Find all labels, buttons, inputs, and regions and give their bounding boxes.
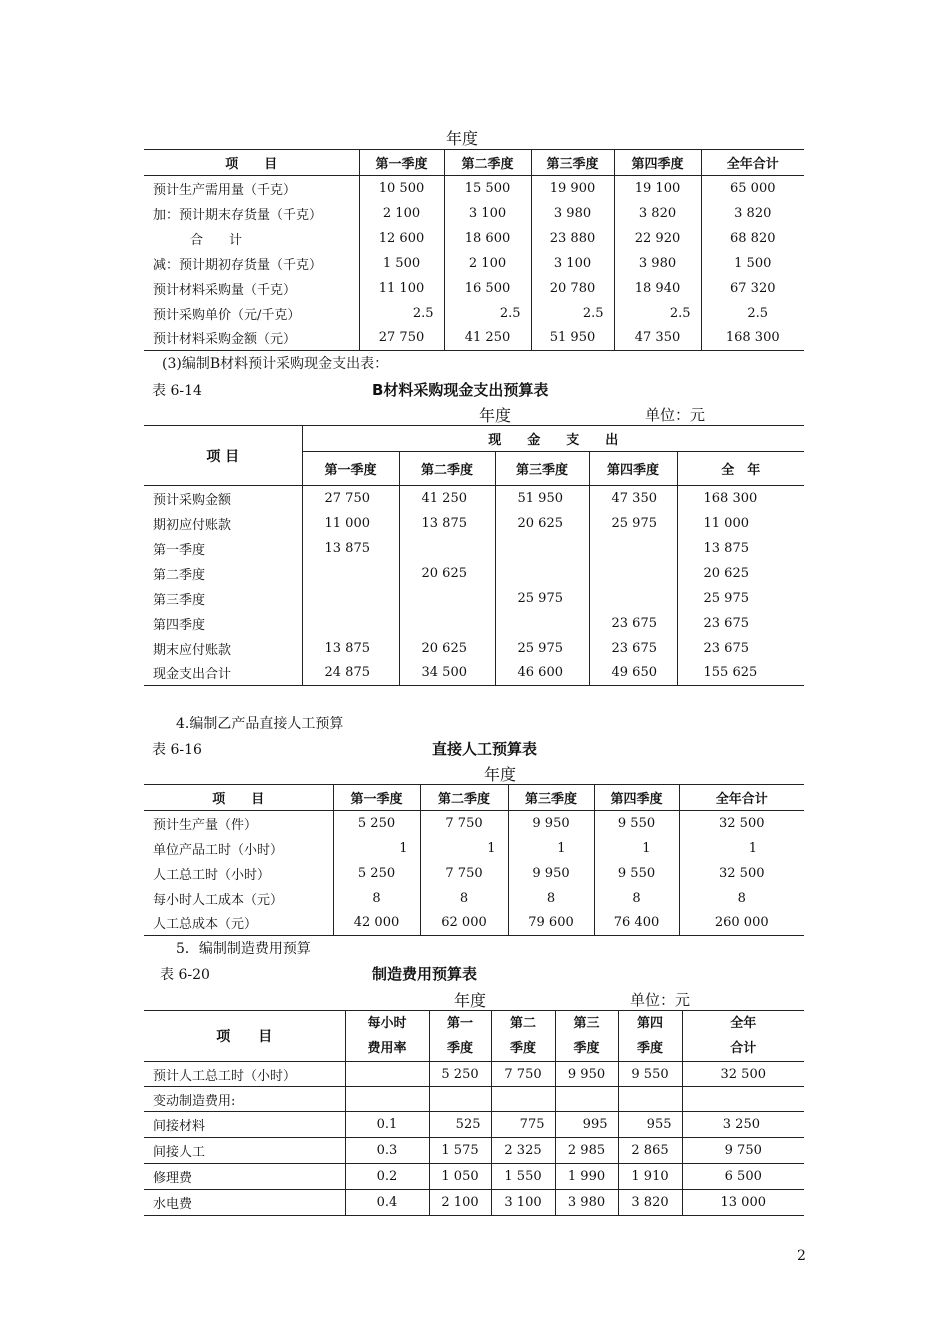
cell: 13 875 — [302, 636, 399, 661]
row-label: 人工总成本（元） — [144, 911, 333, 936]
cell — [589, 586, 677, 611]
cell: 49 650 — [589, 661, 677, 686]
t1-header-q4: 第四季度 — [614, 150, 701, 176]
row-label: 减：预计期初存货量（千克） — [153, 257, 323, 273]
table-row — [144, 201, 804, 226]
t1-header-item: 项 目 — [144, 150, 359, 176]
t4-header-rate — [345, 1011, 429, 1062]
cell: 0.4 — [345, 1190, 429, 1216]
cell: 5 250 — [333, 861, 420, 886]
cell: 47 350 — [614, 326, 701, 351]
cell: 79 600 — [508, 911, 594, 936]
t3-header-q1: 第一季度 — [333, 785, 420, 811]
cell — [495, 561, 589, 586]
cell: 42 000 — [333, 911, 420, 936]
cell: 155 625 — [677, 661, 804, 686]
cell: 1 990 — [555, 1164, 618, 1190]
table-row — [144, 886, 804, 911]
table-row — [144, 586, 804, 611]
t3-header-item: 项 目 — [144, 785, 333, 811]
cell: 8 — [508, 886, 594, 911]
table-row — [144, 1087, 804, 1112]
table-row — [144, 1190, 804, 1216]
table-row — [144, 811, 804, 836]
cell — [399, 611, 495, 636]
cell: 995 — [555, 1112, 618, 1138]
table-row — [144, 611, 804, 636]
cell: 25 975 — [495, 586, 589, 611]
cell: 68 820 — [701, 226, 804, 251]
row-label: 现金支出合计 — [144, 661, 302, 686]
cell: 20 625 — [399, 636, 495, 661]
s3-intro: (3)编制B材料预计采购现金支出表： — [162, 356, 389, 372]
cell: 9 550 — [618, 1062, 682, 1087]
cell: 7 750 — [420, 811, 508, 836]
table-row — [144, 861, 804, 886]
header-line-1: 第四 — [636, 1016, 663, 1031]
row-label: 第三季度 — [153, 592, 206, 608]
cell: 9 950 — [508, 811, 594, 836]
s3-year-label: 年度 — [479, 406, 512, 425]
cell: 19 100 — [614, 176, 701, 201]
cell — [399, 586, 495, 611]
cell: 3 980 — [531, 201, 614, 226]
cell: 7 750 — [491, 1062, 555, 1087]
table-row — [144, 326, 804, 351]
cell: 2 100 — [359, 201, 444, 226]
row-label: 预计生产需用量（千克） — [153, 182, 297, 198]
row-label: 间接人工 — [144, 1138, 345, 1164]
cell: 3 980 — [614, 251, 701, 276]
cell: 9 950 — [508, 861, 594, 886]
cell: 3 100 — [491, 1190, 555, 1216]
cell: 2.5 — [531, 301, 614, 326]
cell: 3 100 — [531, 251, 614, 276]
cell: 6 500 — [682, 1164, 804, 1190]
s5-year-label: 年度 — [454, 991, 487, 1010]
cell: 2 100 — [429, 1190, 491, 1216]
cell: 25 975 — [677, 586, 804, 611]
cell: 11 100 — [359, 276, 444, 301]
cell: 168 300 — [677, 486, 804, 511]
cell: 15 500 — [444, 176, 531, 201]
cell: 27 750 — [302, 486, 399, 511]
table-row — [144, 301, 804, 326]
row-label: 第一季度 — [153, 542, 206, 558]
cell: 16 500 — [444, 276, 531, 301]
table-row — [144, 911, 804, 936]
cell: 955 — [618, 1112, 682, 1138]
t3-header-q2: 第二季度 — [420, 785, 508, 811]
row-label: 修理费 — [144, 1164, 345, 1190]
t1-header-total: 全年合计 — [701, 150, 804, 176]
cell: 1 575 — [429, 1138, 491, 1164]
t1-year-label: 年度 — [446, 129, 479, 148]
row-label: 加：预计期末存货量（千克） — [153, 207, 323, 223]
cell: 20 625 — [399, 561, 495, 586]
t3-header-q4: 第四季度 — [594, 785, 679, 811]
row-label: 期末应付账款 — [153, 642, 232, 658]
cell — [302, 611, 399, 636]
t2-header-cash-payment: 现 金 支 出 — [302, 426, 804, 452]
cell: 19 900 — [531, 176, 614, 201]
row-label: 预计采购金额 — [153, 492, 232, 508]
row-label: 第二季度 — [153, 567, 206, 583]
row-label: 期初应付账款 — [153, 517, 232, 533]
header-line-2: 季度 — [636, 1041, 663, 1056]
s3-table-no: 表 6-14 — [152, 383, 202, 399]
cell: 2 865 — [618, 1138, 682, 1164]
cell — [618, 1087, 682, 1112]
page-number: 2 — [797, 1248, 806, 1264]
table-row — [144, 561, 804, 586]
t3-header-total: 全年合计 — [679, 785, 804, 811]
cell: 18 600 — [444, 226, 531, 251]
row-label: 预计采购单价（元/千克） — [153, 307, 301, 323]
header-line-1: 每小时 — [367, 1016, 407, 1031]
table-row — [144, 251, 804, 276]
t4-header-item: 项 目 — [144, 1011, 345, 1062]
header-line-1: 第二 — [509, 1016, 536, 1031]
cell: 18 940 — [614, 276, 701, 301]
header-line-1: 第一 — [446, 1016, 473, 1031]
table-row — [144, 276, 804, 301]
cell — [555, 1087, 618, 1112]
row-label: 预计生产量（件） — [153, 817, 258, 833]
cell — [589, 561, 677, 586]
cell: 20 625 — [495, 511, 589, 536]
cell — [399, 536, 495, 561]
table-row — [144, 636, 804, 661]
cell — [302, 561, 399, 586]
cell: 775 — [491, 1112, 555, 1138]
cell: 1 — [594, 836, 679, 861]
t2-header-year: 全 年 — [677, 452, 804, 486]
cell: 13 875 — [677, 536, 804, 561]
cell: 260 000 — [679, 911, 804, 936]
cell: 32 500 — [679, 811, 804, 836]
cell: 20 780 — [531, 276, 614, 301]
row-label: 人工总工时（小时） — [153, 867, 271, 883]
table-row — [144, 836, 804, 861]
table-row — [144, 486, 804, 511]
cell: 23 675 — [677, 636, 804, 661]
cell: 62 000 — [420, 911, 508, 936]
cell: 10 500 — [359, 176, 444, 201]
row-label: 预计人工总工时（小时） — [144, 1062, 345, 1087]
cell: 13 000 — [682, 1190, 804, 1216]
cell — [302, 586, 399, 611]
s3-title: B材料采购现金支出预算表 — [372, 381, 549, 399]
cell: 3 100 — [444, 201, 531, 226]
cell: 47 350 — [589, 486, 677, 511]
cell: 0.3 — [345, 1138, 429, 1164]
cell: 20 625 — [677, 561, 804, 586]
table-row — [144, 1138, 804, 1164]
s5-title: 制造费用预算表 — [372, 965, 478, 983]
manufacturing-overhead-table — [144, 1010, 804, 1216]
cell: 3 980 — [555, 1190, 618, 1216]
row-label: 每小时人工成本（元） — [153, 892, 284, 908]
cell: 32 500 — [679, 861, 804, 886]
row-label: 合 计 — [190, 232, 243, 248]
table-row — [144, 536, 804, 561]
cell: 2.5 — [359, 301, 444, 326]
cell: 51 950 — [495, 486, 589, 511]
t1-header-q1: 第一季度 — [359, 150, 444, 176]
t4-header-q1 — [429, 1011, 491, 1062]
cell: 12 600 — [359, 226, 444, 251]
t2-header-item: 项 目 — [144, 426, 302, 486]
cell: 9 750 — [682, 1138, 804, 1164]
table-row — [144, 176, 804, 201]
row-label: 预计材料采购量（千克） — [153, 282, 297, 298]
cell: 8 — [594, 886, 679, 911]
header-line-1: 全年 — [730, 1016, 757, 1031]
row-label: 变动制造费用: — [144, 1087, 345, 1112]
cell: 2 325 — [491, 1138, 555, 1164]
t3-header-q3: 第三季度 — [508, 785, 594, 811]
cell: 22 920 — [614, 226, 701, 251]
t1-header-q3: 第三季度 — [531, 150, 614, 176]
table-row — [144, 511, 804, 536]
cell: 34 500 — [399, 661, 495, 686]
s4-intro: 4.编制乙产品直接人工预算 — [176, 716, 344, 732]
cell: 0.1 — [345, 1112, 429, 1138]
header-line-2: 费用率 — [367, 1041, 407, 1056]
t1-header-q2: 第二季度 — [444, 150, 531, 176]
cell: 7 750 — [420, 861, 508, 886]
cell: 46 600 — [495, 661, 589, 686]
t4-header-q3 — [555, 1011, 618, 1062]
cell: 5 250 — [333, 811, 420, 836]
cell: 3 250 — [682, 1112, 804, 1138]
s5-unit: 单位：元 — [630, 991, 691, 1009]
cell: 1 — [508, 836, 594, 861]
cell: 24 875 — [302, 661, 399, 686]
cell: 8 — [333, 886, 420, 911]
cell: 51 950 — [531, 326, 614, 351]
row-label: 预计材料采购金额（元） — [144, 326, 359, 351]
cell: 23 675 — [589, 636, 677, 661]
cell: 3 820 — [701, 201, 804, 226]
s4-table-no: 表 6-16 — [152, 742, 202, 758]
table-row — [144, 661, 804, 686]
cell: 25 975 — [589, 511, 677, 536]
cell: 11 000 — [302, 511, 399, 536]
cell: 41 250 — [444, 326, 531, 351]
cell — [345, 1087, 429, 1112]
cell: 8 — [679, 886, 804, 911]
cell: 1 500 — [701, 251, 804, 276]
row-label: 第四季度 — [153, 617, 206, 633]
cell: 1 — [679, 836, 804, 861]
cell: 23 675 — [677, 611, 804, 636]
header-line-2: 合计 — [730, 1041, 757, 1056]
table-row — [144, 1164, 804, 1190]
t4-header-q2 — [491, 1011, 555, 1062]
cell: 9 550 — [594, 811, 679, 836]
header-line-2: 季度 — [573, 1041, 600, 1056]
material-purchase-table — [144, 149, 804, 351]
cell: 0.2 — [345, 1164, 429, 1190]
cell: 1 — [333, 836, 420, 861]
cell — [491, 1087, 555, 1112]
cell — [495, 536, 589, 561]
t4-header-total — [682, 1011, 804, 1062]
cell: 9 550 — [594, 861, 679, 886]
cell: 1 — [420, 836, 508, 861]
s5-table-no: 表 6-20 — [160, 967, 210, 983]
t2-header-q3: 第三季度 — [495, 452, 589, 486]
header-line-2: 季度 — [509, 1041, 536, 1056]
cell: 3 820 — [614, 201, 701, 226]
cell: 1 050 — [429, 1164, 491, 1190]
row-label: 间接材料 — [144, 1112, 345, 1138]
cell — [682, 1087, 804, 1112]
cell: 2 985 — [555, 1138, 618, 1164]
cell: 2.5 — [701, 301, 804, 326]
cell: 1 550 — [491, 1164, 555, 1190]
cell: 8 — [420, 886, 508, 911]
header-line-1: 第三 — [573, 1016, 600, 1031]
t4-header-q4 — [618, 1011, 682, 1062]
s3-unit: 单位：元 — [645, 406, 706, 424]
cell: 23 675 — [589, 611, 677, 636]
cell: 1 500 — [359, 251, 444, 276]
s4-title: 直接人工预算表 — [432, 740, 538, 758]
cell — [345, 1062, 429, 1087]
row-label: 水电费 — [144, 1190, 345, 1216]
direct-labor-table — [144, 784, 804, 936]
t2-header-q2: 第二季度 — [399, 452, 495, 486]
cell: 41 250 — [399, 486, 495, 511]
s5-intro: 5．编制制造费用预算 — [176, 941, 311, 957]
cell: 27 750 — [359, 326, 444, 351]
cell — [495, 611, 589, 636]
cell: 23 880 — [531, 226, 614, 251]
cell: 2 100 — [444, 251, 531, 276]
cell: 9 950 — [555, 1062, 618, 1087]
t2-header-q4: 第四季度 — [589, 452, 677, 486]
cell: 2.5 — [614, 301, 701, 326]
cell: 525 — [429, 1112, 491, 1138]
cell: 76 400 — [594, 911, 679, 936]
row-label: 单位产品工时（小时） — [153, 842, 284, 858]
cell: 25 975 — [495, 636, 589, 661]
cell: 3 820 — [618, 1190, 682, 1216]
t2-header-q1: 第一季度 — [302, 452, 399, 486]
cell: 65 000 — [701, 176, 804, 201]
header-line-2: 季度 — [446, 1041, 473, 1056]
table-row — [144, 1112, 804, 1138]
cell: 67 320 — [701, 276, 804, 301]
cash-payment-table — [144, 425, 804, 686]
cell: 168 300 — [701, 326, 804, 351]
s4-year-label: 年度 — [484, 765, 517, 784]
cell: 2.5 — [444, 301, 531, 326]
cell: 5 250 — [429, 1062, 491, 1087]
cell: 11 000 — [677, 511, 804, 536]
cell: 13 875 — [399, 511, 495, 536]
cell: 1 910 — [618, 1164, 682, 1190]
table-row — [144, 226, 804, 251]
cell: 13 875 — [302, 536, 399, 561]
cell — [429, 1087, 491, 1112]
cell: 32 500 — [682, 1062, 804, 1087]
table-row — [144, 1062, 804, 1087]
cell — [589, 536, 677, 561]
